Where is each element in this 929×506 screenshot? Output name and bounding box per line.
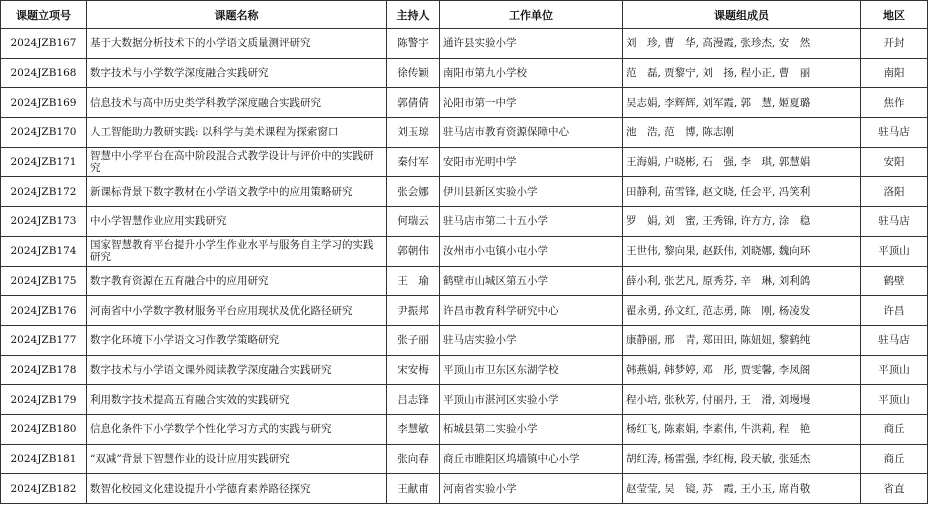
work-unit: 汝州市小屯镇小屯小学: [440, 236, 623, 266]
project-title: 智慧中小学平台在高中阶段混合式教学设计与评价中的实践研究: [87, 147, 387, 177]
region: 平顶山: [861, 385, 928, 415]
header-work-unit: 工作单位: [440, 1, 623, 29]
header-row: [1, 1, 928, 29]
table-row: [1, 474, 928, 504]
project-title: 数字技术与小学语文课外阅读教学深度融合实践研究: [87, 355, 387, 385]
region: 驻马店: [861, 118, 928, 148]
team-members: 康静丽, 邢 青, 郑田田, 陈妞妞, 黎鹤纯: [623, 325, 861, 355]
region: 南阳: [861, 58, 928, 88]
work-unit: 河南省实验小学: [440, 474, 623, 504]
team-members: 刘 珍, 曹 华, 高漫霞, 张珍杰, 安 然: [623, 29, 861, 59]
project-id: 2024JZB171: [1, 147, 87, 177]
region: 平顶山: [861, 355, 928, 385]
project-host: 王献甫: [387, 474, 440, 504]
work-unit: 平顶山市卫东区东湖学校: [440, 355, 623, 385]
project-host: 李慧敏: [387, 414, 440, 444]
team-members: 赵莹莹, 吴 镜, 苏 霞, 王小玉, 席肖敬: [623, 474, 861, 504]
project-host: 张会娜: [387, 177, 440, 207]
project-host: 刘玉琼: [387, 118, 440, 148]
project-id: 2024JZB180: [1, 414, 87, 444]
project-title: 中小学智慧作业应用实践研究: [87, 207, 387, 237]
project-host: 尹振邦: [387, 296, 440, 326]
region: 商丘: [861, 444, 928, 474]
team-members: 范 磊, 贾黎宁, 刘 扬, 程小正, 曹 丽: [623, 58, 861, 88]
project-host: 徐传颖: [387, 58, 440, 88]
table-row: [1, 177, 928, 207]
region: 开封: [861, 29, 928, 59]
work-unit: 商丘市睢阳区坞墙镇中心小学: [440, 444, 623, 474]
team-members: 吴志娟, 李辉辉, 刘军霞, 郭 慧, 姬夏璐: [623, 88, 861, 118]
team-members: 王世伟, 黎向果, 赵跃伟, 刘晓娜, 魏向环: [623, 236, 861, 266]
project-host: 王 瑜: [387, 266, 440, 296]
project-title: 河南省中小学数字教材服务平台应用现状及优化路径研究: [87, 296, 387, 326]
header-project-title: 课题名称: [87, 1, 387, 29]
project-id: 2024JZB169: [1, 88, 87, 118]
project-id: 2024JZB176: [1, 296, 87, 326]
team-members: 程小培, 张秋芳, 付丽丹, 王 滑, 刘墁墁: [623, 385, 861, 415]
table-row: [1, 325, 928, 355]
project-title: 信息技术与高中历史类学科教学深度融合实践研究: [87, 88, 387, 118]
project-title: 信息化条件下小学数学个性化学习方式的实践与研究: [87, 414, 387, 444]
project-host: 郭倩倩: [387, 88, 440, 118]
project-host: 何瑞云: [387, 207, 440, 237]
work-unit: 通许县实验小学: [440, 29, 623, 59]
work-unit: 驻马店市教育资源保障中心: [440, 118, 623, 148]
work-unit: 驻马店实验小学: [440, 325, 623, 355]
table-row: [1, 355, 928, 385]
project-id: 2024JZB177: [1, 325, 87, 355]
project-title: 数字教育资源在五育融合中的应用研究: [87, 266, 387, 296]
project-title: 国家智慧教育平台提升小学生作业水平与服务自主学习的实践研究: [87, 236, 387, 266]
team-members: 池 浩, 范 博, 陈志刚: [623, 118, 861, 148]
work-unit: 柘城县第二实验小学: [440, 414, 623, 444]
region: 洛阳: [861, 177, 928, 207]
header-host: 主持人: [387, 1, 440, 29]
project-id: 2024JZB168: [1, 58, 87, 88]
region: 省直: [861, 474, 928, 504]
region: 商丘: [861, 414, 928, 444]
project-title: 利用数字技术提高五育融合实效的实践研究: [87, 385, 387, 415]
project-id: 2024JZB182: [1, 474, 87, 504]
table-row: [1, 118, 928, 148]
project-title: 基于大数据分析技术下的小学语文质量测评研究: [87, 29, 387, 59]
project-id: 2024JZB174: [1, 236, 87, 266]
project-id: 2024JZB181: [1, 444, 87, 474]
work-unit: 驻马店市第二十五小学: [440, 207, 623, 237]
team-members: 王海娟, 户晓彬, 石 强, 李 琪, 郭慧娟: [623, 147, 861, 177]
table-row: [1, 414, 928, 444]
table-row: [1, 88, 928, 118]
table-row: [1, 266, 928, 296]
region: 驻马店: [861, 207, 928, 237]
project-id: 2024JZB178: [1, 355, 87, 385]
work-unit: 沁阳市第一中学: [440, 88, 623, 118]
table-row: [1, 444, 928, 474]
table-row: [1, 207, 928, 237]
project-host: 陈警宇: [387, 29, 440, 59]
work-unit: 鹤壁市山城区第五小学: [440, 266, 623, 296]
region: 焦作: [861, 88, 928, 118]
work-unit: 南阳市第九小学校: [440, 58, 623, 88]
team-members: 韩燕娟, 韩梦婷, 邓 彤, 贾雯馨, 李凤阁: [623, 355, 861, 385]
team-members: 田静利, 苗雪锋, 赵文晓, 任会平, 冯笑利: [623, 177, 861, 207]
team-members: 杨红飞, 陈素娟, 李素伟, 牛洪莉, 程 艳: [623, 414, 861, 444]
header-project-id: 课题立项号: [1, 1, 87, 29]
project-title: 数智化校园文化建设提升小学德育素养路径探究: [87, 474, 387, 504]
project-id: 2024JZB173: [1, 207, 87, 237]
table-row: [1, 29, 928, 59]
team-members: 胡红涛, 杨雷强, 李红梅, 段天敏, 张延杰: [623, 444, 861, 474]
team-members: 罗 娟, 刘 蜜, 王秀锦, 许方方, 涂 稳: [623, 207, 861, 237]
project-title: 人工智能助力教研实践: 以科学与美术课程为探索窗口: [87, 118, 387, 148]
project-title: “双减”背景下智慧作业的设计应用实践研究: [87, 444, 387, 474]
project-host: 张子丽: [387, 325, 440, 355]
work-unit: 平顶山市湛河区实验小学: [440, 385, 623, 415]
table-row: [1, 236, 928, 266]
project-host: 郭朝伟: [387, 236, 440, 266]
project-host: 秦付军: [387, 147, 440, 177]
team-members: 薛小利, 张艺凡, 原秀芬, 辛 琳, 刘利鸽: [623, 266, 861, 296]
project-host: 吕志锋: [387, 385, 440, 415]
header-region: 地区: [861, 1, 928, 29]
project-id: 2024JZB167: [1, 29, 87, 59]
work-unit: 许昌市教育科学研究中心: [440, 296, 623, 326]
project-title: 数字化环境下小学语文习作教学策略研究: [87, 325, 387, 355]
work-unit: 安阳市光明中学: [440, 147, 623, 177]
project-id: 2024JZB179: [1, 385, 87, 415]
region: 许昌: [861, 296, 928, 326]
region: 驻马店: [861, 325, 928, 355]
project-id: 2024JZB175: [1, 266, 87, 296]
region: 安阳: [861, 147, 928, 177]
team-members: 翟永勇, 孙文红, 范志勇, 陈 刚, 杨凌发: [623, 296, 861, 326]
table-row: [1, 385, 928, 415]
project-title: 新课标背景下数字教材在小学语文教学中的应用策略研究: [87, 177, 387, 207]
project-title: 数字技术与小学数学深度融合实践研究: [87, 58, 387, 88]
region: 平顶山: [861, 236, 928, 266]
project-host: 张向春: [387, 444, 440, 474]
table-row: [1, 58, 928, 88]
region: 鹤壁: [861, 266, 928, 296]
project-id: 2024JZB172: [1, 177, 87, 207]
table-row: [1, 296, 928, 326]
project-host: 宋安梅: [387, 355, 440, 385]
header-members: 课题组成员: [623, 1, 861, 29]
work-unit: 伊川县新区实验小学: [440, 177, 623, 207]
project-id: 2024JZB170: [1, 118, 87, 148]
table-row: [1, 147, 928, 177]
